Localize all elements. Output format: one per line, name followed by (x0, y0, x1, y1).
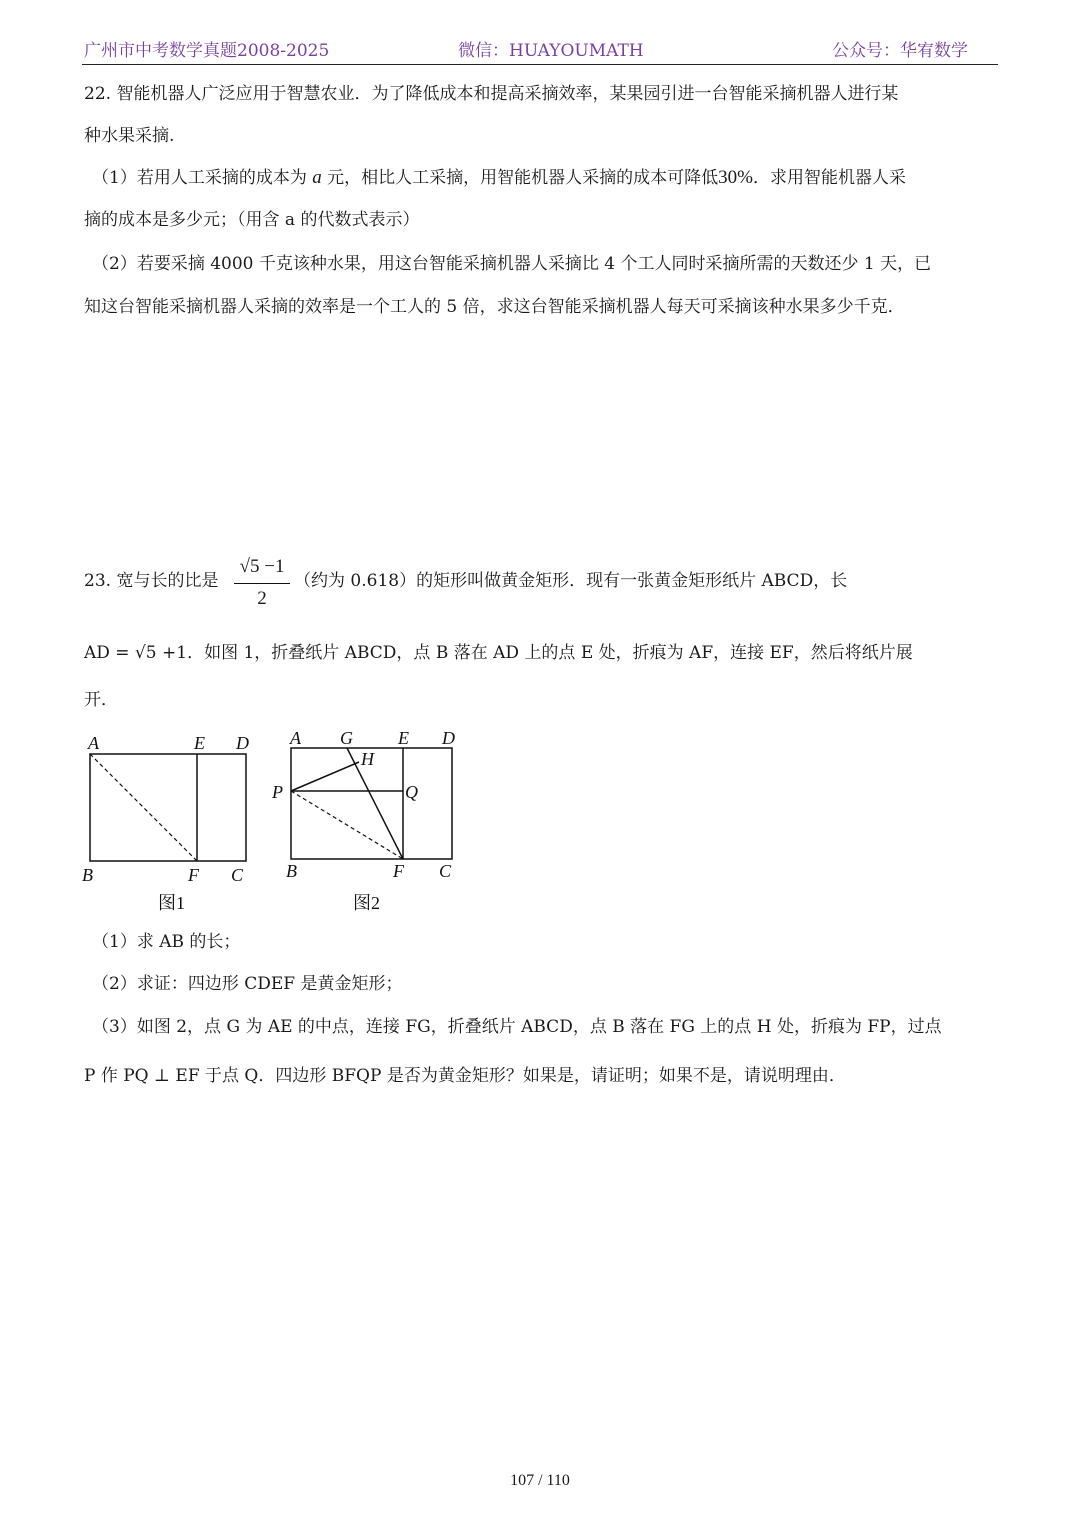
q22-part1-line2: 摘的成本是多少元；（用含 a 的代数式表示） (84, 210, 420, 230)
header-account: 公众号：华宥数学 (832, 41, 968, 61)
q23-sub1: （1）求 AB 的长； (92, 932, 241, 952)
fig1-label-d: D (236, 733, 249, 753)
q22-part1-var: a (312, 167, 322, 188)
q22-part1-text-b: 元，相比人工采摘，用智能机器人采摘的成本可降低 (321, 168, 719, 188)
header-left-title: 广州市中考数学真题2008-2025 (84, 41, 330, 61)
q22-part1-text-c: ．求用智能机器人采 (752, 168, 906, 188)
fig1-label-f: F (188, 865, 199, 885)
header-wechat: 微信：HUAYOUMATH (458, 41, 644, 61)
fig1-rect-abcd (90, 754, 246, 861)
fig1-crease-af (90, 754, 197, 861)
fig2-label-d: D (442, 728, 455, 748)
q22-part2-line2: 知这台智能采摘机器人采摘的效率是一个工人的 5 倍，求这台智能采摘机器人每天可采摘该种水果多少千克． (84, 297, 905, 317)
fig2-label-h: H (361, 749, 374, 769)
q22-line1: 22. 智能机器人广泛应用于智慧农业．为了降低成本和提高采摘效率，某果园引进一台智能采摘机器人进行某 (84, 84, 899, 104)
q22-part1-text-a: （1）若用人工采摘的成本为 (92, 168, 313, 188)
q22-part1-line1 (92, 166, 906, 190)
fig1-label-b: B (82, 865, 93, 885)
fig1-label-e: E (194, 733, 205, 753)
fig1-caption: 图1 (158, 893, 185, 913)
fig1-label-a: A (88, 733, 99, 753)
figure-1 (82, 733, 249, 913)
fig2-label-a: A (290, 728, 301, 748)
geometry-figures (78, 725, 478, 920)
q23-fraction-numerator: √5 −1 (239, 556, 285, 577)
fig1-label-c: C (231, 865, 244, 885)
q22-line2: 种水果采摘. (84, 126, 175, 146)
q23-line1-rest: （约为 0.618）的矩形叫做黄金矩形．现有一张黄金矩形纸片 ABCD，长 (294, 571, 848, 591)
fig2-caption: 图2 (353, 893, 380, 913)
fig2-label-p: P (272, 782, 283, 802)
q22-part2-line1: （2）若要采摘 4000 千克该种水果，用这台智能采摘机器人采摘比 4 个工人同时采摘所需的天数还少 1 天，已 (92, 254, 932, 274)
q23-sub2: （2）求证：四边形 CDEF 是黄金矩形； (92, 974, 403, 994)
q23-fraction-denominator: 2 (257, 588, 267, 609)
header-divider (82, 64, 998, 65)
q22-part1-percent: 30% (718, 167, 753, 188)
fig2-label-c: C (439, 861, 452, 881)
fig2-label-f: F (393, 861, 404, 881)
fig2-segment-ph (291, 762, 359, 791)
q23-sub3-line1: （3）如图 2，点 G 为 AE 的中点，连接 FG，折叠纸片 ABCD，点 B 落在 FG 上的点 H 处，折痕为 FP，过点 (92, 1017, 942, 1037)
figure-2 (271, 728, 455, 913)
q23-prefix: 23. 宽与长的比是 (84, 571, 219, 591)
page-number: 107 / 110 (510, 1472, 570, 1489)
q23-line2: AD = √5 +1．如图 1，折叠纸片 ABCD，点 B 落在 AD 上的点 E 处，折痕为 AF，连接 EF，然后将纸片展 (84, 643, 913, 663)
q23-line3: 开． (84, 690, 118, 710)
fig2-label-b: B (286, 861, 297, 881)
fig2-label-g: G (340, 728, 353, 748)
fig2-label-q: Q (405, 782, 418, 802)
q23-sub3-line2: P 作 PQ ⊥ EF 于点 Q．四边形 BFQP 是否为黄金矩形？如果是，请证明；如果不是，请说明理由． (84, 1066, 846, 1086)
q23-fraction-bar (234, 583, 290, 584)
fig2-label-e: E (398, 728, 409, 748)
